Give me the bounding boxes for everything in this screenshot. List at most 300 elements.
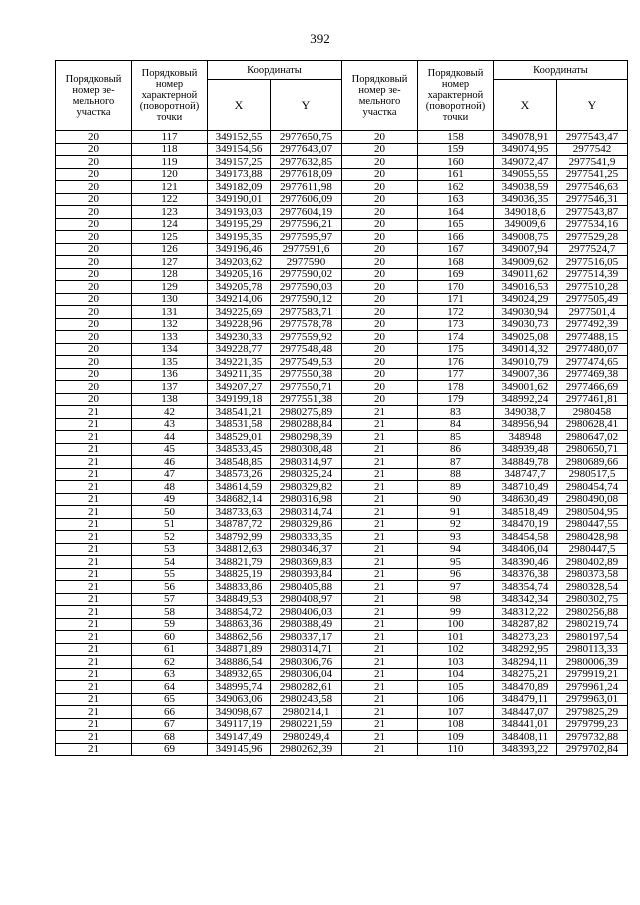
coord-x-right-cell: 348630,49 <box>494 493 557 506</box>
coord-x-right-cell: 349014,32 <box>494 343 557 356</box>
coord-x-right-cell: 349008,75 <box>494 231 557 244</box>
coord-y-left-cell: 2980316,98 <box>271 493 342 506</box>
parcel-number-right-cell: 20 <box>342 306 418 319</box>
coord-y-left-cell: 2980369,83 <box>271 556 342 569</box>
parcel-number-right-cell: 21 <box>342 493 418 506</box>
coord-x-left-cell: 348932,65 <box>208 668 271 681</box>
point-number-right-cell: 170 <box>418 281 494 294</box>
point-number-right-cell: 163 <box>418 193 494 206</box>
parcel-number-right-cell: 21 <box>342 618 418 631</box>
point-number-left-cell: 117 <box>132 131 208 144</box>
point-number-right-cell: 90 <box>418 493 494 506</box>
parcel-number-left-cell: 20 <box>56 381 132 394</box>
coord-y-right-cell: 2977469,38 <box>557 368 628 381</box>
coord-y-right-cell: 2980650,71 <box>557 443 628 456</box>
point-number-left-cell: 128 <box>132 268 208 281</box>
coord-y-left-cell: 2980249,4 <box>271 731 342 744</box>
parcel-number-left-cell: 20 <box>56 256 132 269</box>
point-number-left-cell: 66 <box>132 706 208 719</box>
point-number-right-cell: 108 <box>418 718 494 731</box>
point-number-right-cell: 87 <box>418 456 494 469</box>
coord-y-left-cell: 2980408,97 <box>271 593 342 606</box>
coord-y-right-cell: 2980006,39 <box>557 656 628 669</box>
coord-x-right-cell: 349009,62 <box>494 256 557 269</box>
parcel-number-right-cell: 20 <box>342 218 418 231</box>
parcel-number-left-cell: 21 <box>56 406 132 419</box>
parcel-number-right-cell: 20 <box>342 393 418 406</box>
point-number-right-cell: 102 <box>418 643 494 656</box>
parcel-number-right-cell: 20 <box>342 293 418 306</box>
point-number-left-cell: 60 <box>132 631 208 644</box>
coord-x-left-cell: 348733,63 <box>208 506 271 519</box>
table-row <box>56 318 628 331</box>
coord-y-left-cell: 2980388,49 <box>271 618 342 631</box>
point-number-right-cell: 101 <box>418 631 494 644</box>
coord-x-left-cell: 349145,96 <box>208 743 271 756</box>
table-row <box>56 581 628 594</box>
parcel-number-left-cell: 21 <box>56 593 132 606</box>
parcel-number-right-cell: 20 <box>342 281 418 294</box>
parcel-number-left-cell: 21 <box>56 656 132 669</box>
parcel-number-left-cell: 21 <box>56 443 132 456</box>
coord-y-right-cell: 2977543,47 <box>557 131 628 144</box>
coord-y-right-cell: 2980328,54 <box>557 581 628 594</box>
point-number-right-cell: 161 <box>418 168 494 181</box>
coord-y-right-cell: 2979825,29 <box>557 706 628 719</box>
coord-x-right-cell: 349078,91 <box>494 131 557 144</box>
point-number-right-cell: 174 <box>418 331 494 344</box>
coord-y-right-cell: 2980428,98 <box>557 531 628 544</box>
coord-x-right-cell: 348275,21 <box>494 668 557 681</box>
coord-x-left-cell: 348863,36 <box>208 618 271 631</box>
coord-x-right-cell: 349055,55 <box>494 168 557 181</box>
table-row <box>56 393 628 406</box>
coord-x-right-cell: 348393,22 <box>494 743 557 756</box>
coord-x-right-cell: 349030,94 <box>494 306 557 319</box>
parcel-number-left-cell: 20 <box>56 281 132 294</box>
coord-y-right-cell: 2977529,28 <box>557 231 628 244</box>
coord-y-left-cell: 2977551,38 <box>271 393 342 406</box>
coord-y-left-cell: 2977559,92 <box>271 331 342 344</box>
table-row <box>56 156 628 169</box>
parcel-number-right-cell: 21 <box>342 731 418 744</box>
parcel-number-left-cell: 21 <box>56 568 132 581</box>
coord-y-left-cell: 2977550,38 <box>271 368 342 381</box>
coord-x-right-cell: 348849,78 <box>494 456 557 469</box>
coord-y-right-cell: 2977534,16 <box>557 218 628 231</box>
parcel-number-right-cell: 20 <box>342 206 418 219</box>
point-number-right-cell: 109 <box>418 731 494 744</box>
parcel-number-right-cell: 20 <box>342 318 418 331</box>
parcel-number-right-cell: 21 <box>342 556 418 569</box>
coord-x-left-cell: 348862,56 <box>208 631 271 644</box>
coord-x-left-cell: 349117,19 <box>208 718 271 731</box>
point-number-right-cell: 176 <box>418 356 494 369</box>
coord-y-left-cell: 2977590,12 <box>271 293 342 306</box>
coord-y-left-cell: 2977590,02 <box>271 268 342 281</box>
coord-x-left-cell: 348871,89 <box>208 643 271 656</box>
point-number-left-cell: 118 <box>132 143 208 156</box>
table-row <box>56 356 628 369</box>
point-number-left-cell: 132 <box>132 318 208 331</box>
point-number-left-cell: 51 <box>132 518 208 531</box>
coord-y-right-cell: 2980689,66 <box>557 456 628 469</box>
coord-x-right-cell: 349001,62 <box>494 381 557 394</box>
table-row <box>56 593 628 606</box>
parcel-number-left-cell: 21 <box>56 606 132 619</box>
table-row <box>56 206 628 219</box>
parcel-number-left-cell: 21 <box>56 456 132 469</box>
coord-y-right-cell: 2980219,74 <box>557 618 628 631</box>
parcel-number-right-cell: 21 <box>342 456 418 469</box>
parcel-number-left-cell: 21 <box>56 581 132 594</box>
point-number-left-cell: 130 <box>132 293 208 306</box>
coord-y-right-cell: 2977546,63 <box>557 181 628 194</box>
coord-y-right-cell: 2977543,87 <box>557 206 628 219</box>
parcel-number-right-cell: 20 <box>342 143 418 156</box>
point-number-left-cell: 58 <box>132 606 208 619</box>
table-row <box>56 293 628 306</box>
point-number-right-cell: 99 <box>418 606 494 619</box>
coord-y-left-cell: 2977578,78 <box>271 318 342 331</box>
coord-y-right-cell: 2977541,25 <box>557 168 628 181</box>
coord-y-left-cell: 2977650,75 <box>271 131 342 144</box>
table-row <box>56 181 628 194</box>
page-number: 392 <box>310 31 330 46</box>
coord-x-left-cell: 349225,69 <box>208 306 271 319</box>
coord-y-left-cell: 2980243,58 <box>271 693 342 706</box>
coord-x-left-cell: 349195,29 <box>208 218 271 231</box>
coord-y-right-cell: 2979732,88 <box>557 731 628 744</box>
coord-x-left-cell: 348886,54 <box>208 656 271 669</box>
coord-y-right-cell: 2980517,5 <box>557 468 628 481</box>
coord-y-right-cell: 2977466,69 <box>557 381 628 394</box>
coord-y-left-cell: 2977611,98 <box>271 181 342 194</box>
parcel-number-right-cell: 20 <box>342 193 418 206</box>
parcel-number-left-cell: 20 <box>56 343 132 356</box>
coord-x-right-cell: 349010,79 <box>494 356 557 369</box>
coord-x-right-cell: 349030,73 <box>494 318 557 331</box>
parcel-number-left-cell: 21 <box>56 643 132 656</box>
coord-y-left-cell: 2980333,35 <box>271 531 342 544</box>
point-number-left-cell: 53 <box>132 543 208 556</box>
point-number-left-cell: 42 <box>132 406 208 419</box>
coord-x-left-cell: 348548,85 <box>208 456 271 469</box>
coord-x-left-cell: 349173,88 <box>208 168 271 181</box>
point-number-right-cell: 177 <box>418 368 494 381</box>
coord-x-right-cell: 349018,6 <box>494 206 557 219</box>
coord-x-right-cell: 349036,35 <box>494 193 557 206</box>
coord-y-left-cell: 2977643,07 <box>271 143 342 156</box>
coord-y-left-cell: 2980405,88 <box>271 581 342 594</box>
coord-y-left-cell: 2980298,39 <box>271 431 342 444</box>
coord-x-left-cell: 348821,79 <box>208 556 271 569</box>
table-row <box>56 531 628 544</box>
parcel-number-right-cell: 20 <box>342 256 418 269</box>
table-row <box>56 218 628 231</box>
parcel-number-right-cell: 20 <box>342 243 418 256</box>
table-row <box>56 418 628 431</box>
coord-y-left-cell: 2977595,97 <box>271 231 342 244</box>
parcel-number-right-cell: 21 <box>342 606 418 619</box>
coord-y-left-cell: 2980262,39 <box>271 743 342 756</box>
parcel-number-left-cell: 21 <box>56 493 132 506</box>
point-number-left-cell: 138 <box>132 393 208 406</box>
header-point-number-left: Порядковый номер характерной (поворотной) точки <box>132 61 208 131</box>
table-row <box>56 193 628 206</box>
coord-x-right-cell: 348518,49 <box>494 506 557 519</box>
table-row <box>56 443 628 456</box>
parcel-number-right-cell: 20 <box>342 381 418 394</box>
parcel-number-left-cell: 21 <box>56 693 132 706</box>
parcel-number-left-cell: 20 <box>56 368 132 381</box>
coord-x-left-cell: 348531,58 <box>208 418 271 431</box>
coord-y-right-cell: 2980628,41 <box>557 418 628 431</box>
coord-x-right-cell: 348747,7 <box>494 468 557 481</box>
parcel-number-right-cell: 21 <box>342 593 418 606</box>
coord-x-right-cell: 348342,34 <box>494 593 557 606</box>
coord-x-left-cell: 349221,35 <box>208 356 271 369</box>
coord-y-right-cell: 2980504,95 <box>557 506 628 519</box>
coord-x-right-cell: 348273,23 <box>494 631 557 644</box>
point-number-left-cell: 49 <box>132 493 208 506</box>
parcel-number-right-cell: 21 <box>342 443 418 456</box>
coord-y-left-cell: 2980329,86 <box>271 518 342 531</box>
coord-x-left-cell: 348854,72 <box>208 606 271 619</box>
coord-y-left-cell: 2980306,76 <box>271 656 342 669</box>
table-row <box>56 331 628 344</box>
coord-y-left-cell: 2980314,97 <box>271 456 342 469</box>
coord-y-right-cell: 2977516,05 <box>557 256 628 269</box>
parcel-number-left-cell: 20 <box>56 193 132 206</box>
coord-x-right-cell: 348354,74 <box>494 581 557 594</box>
point-number-left-cell: 46 <box>132 456 208 469</box>
coord-y-right-cell: 2980113,33 <box>557 643 628 656</box>
coord-y-right-cell: 2979919,21 <box>557 668 628 681</box>
coord-x-right-cell: 348956,94 <box>494 418 557 431</box>
coord-y-right-cell: 2977541,9 <box>557 156 628 169</box>
coord-y-right-cell: 2977461,81 <box>557 393 628 406</box>
point-number-left-cell: 125 <box>132 231 208 244</box>
coord-y-left-cell: 2980275,89 <box>271 406 342 419</box>
point-number-right-cell: 96 <box>418 568 494 581</box>
point-number-right-cell: 84 <box>418 418 494 431</box>
header-point-number-right: Порядковый номер характерной (поворотной) точки <box>418 61 494 131</box>
point-number-left-cell: 124 <box>132 218 208 231</box>
parcel-number-left-cell: 21 <box>56 556 132 569</box>
table-row <box>56 468 628 481</box>
point-number-left-cell: 122 <box>132 193 208 206</box>
coord-x-left-cell: 349190,01 <box>208 193 271 206</box>
coord-y-left-cell: 2980282,61 <box>271 681 342 694</box>
table-row <box>56 618 628 631</box>
point-number-right-cell: 110 <box>418 743 494 756</box>
parcel-number-right-cell: 21 <box>342 406 418 419</box>
coord-x-right-cell: 348470,19 <box>494 518 557 531</box>
parcel-number-left-cell: 20 <box>56 268 132 281</box>
coord-x-right-cell: 349007,36 <box>494 368 557 381</box>
coord-y-left-cell: 2977604,19 <box>271 206 342 219</box>
parcel-number-left-cell: 20 <box>56 318 132 331</box>
table-row <box>56 506 628 519</box>
coord-x-left-cell: 349195,35 <box>208 231 271 244</box>
coord-x-left-cell: 349196,46 <box>208 243 271 256</box>
coord-y-right-cell: 2977546,31 <box>557 193 628 206</box>
parcel-number-left-cell: 20 <box>56 293 132 306</box>
coord-x-right-cell: 349024,29 <box>494 293 557 306</box>
coord-y-right-cell: 2980458 <box>557 406 628 419</box>
point-number-right-cell: 172 <box>418 306 494 319</box>
coord-y-right-cell: 2980647,02 <box>557 431 628 444</box>
point-number-right-cell: 173 <box>418 318 494 331</box>
table-row <box>56 681 628 694</box>
point-number-left-cell: 45 <box>132 443 208 456</box>
coord-x-right-cell: 348292,95 <box>494 643 557 656</box>
point-number-right-cell: 158 <box>418 131 494 144</box>
coord-y-right-cell: 2977505,49 <box>557 293 628 306</box>
coord-x-right-cell: 349007,94 <box>494 243 557 256</box>
coord-x-left-cell: 349230,33 <box>208 331 271 344</box>
coord-x-left-cell: 349211,35 <box>208 368 271 381</box>
coord-x-left-cell: 349098,67 <box>208 706 271 719</box>
coord-x-right-cell: 348441,01 <box>494 718 557 731</box>
parcel-number-right-cell: 21 <box>342 656 418 669</box>
point-number-left-cell: 62 <box>132 656 208 669</box>
coord-y-left-cell: 2980288,84 <box>271 418 342 431</box>
point-number-right-cell: 93 <box>418 531 494 544</box>
point-number-left-cell: 68 <box>132 731 208 744</box>
parcel-number-right-cell: 21 <box>342 468 418 481</box>
table-row <box>56 281 628 294</box>
coord-y-right-cell: 2980197,54 <box>557 631 628 644</box>
coord-x-left-cell: 348825,19 <box>208 568 271 581</box>
coord-y-right-cell: 2977514,39 <box>557 268 628 281</box>
parcel-number-left-cell: 21 <box>56 718 132 731</box>
parcel-number-right-cell: 20 <box>342 331 418 344</box>
coord-y-left-cell: 2980406,03 <box>271 606 342 619</box>
coord-x-right-cell: 348406,04 <box>494 543 557 556</box>
point-number-right-cell: 169 <box>418 268 494 281</box>
coord-y-right-cell: 2977474,65 <box>557 356 628 369</box>
coord-y-left-cell: 2980221,59 <box>271 718 342 731</box>
table-row <box>56 143 628 156</box>
point-number-left-cell: 136 <box>132 368 208 381</box>
coord-y-left-cell: 2977590,03 <box>271 281 342 294</box>
coord-x-left-cell: 349228,77 <box>208 343 271 356</box>
parcel-number-left-cell: 21 <box>56 543 132 556</box>
coordinates-table <box>55 60 628 756</box>
coord-x-right-cell: 348992,24 <box>494 393 557 406</box>
coord-x-right-cell: 349038,59 <box>494 181 557 194</box>
coord-x-left-cell: 349147,49 <box>208 731 271 744</box>
parcel-number-left-cell: 20 <box>56 243 132 256</box>
point-number-right-cell: 159 <box>418 143 494 156</box>
coord-x-right-cell: 348287,82 <box>494 618 557 631</box>
coord-y-right-cell: 2980302,75 <box>557 593 628 606</box>
coord-y-left-cell: 2977590 <box>271 256 342 269</box>
coord-y-right-cell: 2980490,08 <box>557 493 628 506</box>
parcel-number-right-cell: 20 <box>342 231 418 244</box>
coord-x-left-cell: 349157,25 <box>208 156 271 169</box>
header-y-right: Y <box>557 80 628 131</box>
point-number-right-cell: 100 <box>418 618 494 631</box>
point-number-right-cell: 166 <box>418 231 494 244</box>
point-number-left-cell: 54 <box>132 556 208 569</box>
table-row <box>56 543 628 556</box>
coord-y-right-cell: 2979702,84 <box>557 743 628 756</box>
coord-y-right-cell: 2977542 <box>557 143 628 156</box>
coord-x-left-cell: 348614,59 <box>208 481 271 494</box>
parcel-number-left-cell: 21 <box>56 618 132 631</box>
point-number-left-cell: 131 <box>132 306 208 319</box>
coord-x-right-cell: 349025,08 <box>494 331 557 344</box>
coord-x-left-cell: 348573,26 <box>208 468 271 481</box>
point-number-left-cell: 48 <box>132 481 208 494</box>
coord-x-left-cell: 348682,14 <box>208 493 271 506</box>
point-number-right-cell: 107 <box>418 706 494 719</box>
coord-x-left-cell: 349207,27 <box>208 381 271 394</box>
coord-x-left-cell: 349205,78 <box>208 281 271 294</box>
coord-y-left-cell: 2980314,74 <box>271 506 342 519</box>
coord-y-left-cell: 2977591,6 <box>271 243 342 256</box>
coord-y-left-cell: 2977596,21 <box>271 218 342 231</box>
header-coordinates-right: Координаты <box>494 61 628 80</box>
point-number-left-cell: 47 <box>132 468 208 481</box>
parcel-number-left-cell: 21 <box>56 681 132 694</box>
point-number-left-cell: 65 <box>132 693 208 706</box>
coord-x-right-cell: 349011,62 <box>494 268 557 281</box>
point-number-right-cell: 103 <box>418 656 494 669</box>
coord-x-left-cell: 349199,18 <box>208 393 271 406</box>
table-row <box>56 131 628 144</box>
coord-x-left-cell: 348849,53 <box>208 593 271 606</box>
header-x-left: X <box>208 80 271 131</box>
coord-x-right-cell: 349074,95 <box>494 143 557 156</box>
coord-x-left-cell: 348833,86 <box>208 581 271 594</box>
coord-x-right-cell: 348294,11 <box>494 656 557 669</box>
coord-y-right-cell: 2979963,01 <box>557 693 628 706</box>
parcel-number-right-cell: 21 <box>342 418 418 431</box>
parcel-number-right-cell: 21 <box>342 706 418 719</box>
point-number-left-cell: 67 <box>132 718 208 731</box>
coord-y-right-cell: 2980373,58 <box>557 568 628 581</box>
parcel-number-right-cell: 21 <box>342 631 418 644</box>
table-row <box>56 568 628 581</box>
point-number-right-cell: 160 <box>418 156 494 169</box>
coord-y-left-cell: 2977548,48 <box>271 343 342 356</box>
coord-y-left-cell: 2980329,82 <box>271 481 342 494</box>
table-row <box>56 706 628 719</box>
table-row <box>56 518 628 531</box>
parcel-number-left-cell: 21 <box>56 706 132 719</box>
point-number-left-cell: 133 <box>132 331 208 344</box>
coord-x-right-cell: 348376,38 <box>494 568 557 581</box>
point-number-left-cell: 52 <box>132 531 208 544</box>
coord-y-left-cell: 2980308,48 <box>271 443 342 456</box>
point-number-left-cell: 126 <box>132 243 208 256</box>
table-row <box>56 268 628 281</box>
parcel-number-right-cell: 20 <box>342 268 418 281</box>
parcel-number-left-cell: 21 <box>56 431 132 444</box>
table-row <box>56 493 628 506</box>
table-row <box>56 243 628 256</box>
point-number-left-cell: 135 <box>132 356 208 369</box>
coord-y-left-cell: 2980346,37 <box>271 543 342 556</box>
parcel-number-left-cell: 20 <box>56 168 132 181</box>
parcel-number-left-cell: 20 <box>56 393 132 406</box>
point-number-right-cell: 85 <box>418 431 494 444</box>
parcel-number-left-cell: 20 <box>56 331 132 344</box>
